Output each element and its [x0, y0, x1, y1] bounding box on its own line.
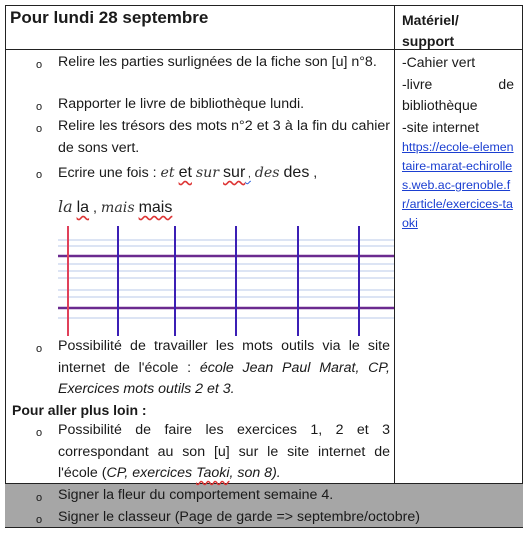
material-item: -site internet [402, 118, 480, 135]
cursive-word: la [58, 197, 73, 216]
page-title: Pour lundi 28 septembre [10, 8, 209, 27]
cursive-word: et [160, 165, 175, 181]
table-border-top [5, 5, 523, 6]
further-task-text: Possibilité de faire les exercices 1, 2 et 3 correspondant au son [u] sur le site internet de l'école (CP, exercices Taoki, son 8). [58, 422, 390, 481]
writing-prefix: Ecrire une fois : [58, 165, 157, 181]
print-word: et [178, 164, 192, 181]
ruling-light-lines [58, 240, 394, 318]
task-text: Relire les trésors des mots n°2 et 3 à la fin du cahier de sons vert. [58, 118, 390, 156]
bullet: o [36, 343, 43, 355]
material-item: bibliothèque [402, 97, 478, 113]
website-task-text: Possibilité de travailler les mots outils via le site internet de l'école : école Jean Paul Marat, CP, Exercices mots outils 2 et 3. [58, 338, 390, 397]
bullet: o [36, 427, 43, 439]
cursive-word: mais [100, 200, 135, 216]
material-header-line1: Matériel/ [402, 12, 459, 28]
bullet: o [36, 492, 43, 504]
materials-list [402, 52, 514, 233]
bullet: o [36, 59, 43, 71]
print-word: sur [223, 164, 246, 181]
writing-lines-grid [58, 226, 394, 336]
print-word: la [76, 199, 90, 216]
footer-text: Signer le classeur (Page de garde => septembre/octobre) [58, 509, 420, 525]
column-divider [394, 5, 395, 483]
task-text: Relire les parties surlignées de la fiche son [u] n°8. [58, 54, 377, 70]
bullet: o [36, 101, 43, 113]
material-header [402, 10, 459, 52]
footer-text: Signer la fleur du comportement semaine 4. [58, 487, 334, 503]
cursive-word: des [254, 165, 280, 181]
task-item [12, 52, 390, 96]
table-border-left [5, 5, 6, 527]
bullet: o [36, 169, 43, 181]
material-header-line2: support [402, 33, 455, 49]
print-word: mais [138, 199, 173, 216]
print-word: des [283, 164, 310, 181]
further-heading: Pour aller plus loin : [12, 402, 147, 418]
website-link[interactable]: https://ecole-elementaire-marat-echirolles.web.ac-grenoble.fr/article/exercices-taoki [402, 140, 514, 230]
table-border-right [522, 5, 523, 527]
cursive-word: sur [195, 165, 220, 181]
task-text: Rapporter le livre de bibliothèque lundi. [58, 96, 305, 112]
website-task-path: école Jean Paul Marat, CP, Exercices mots outils 2 et 3. [58, 359, 390, 397]
bullet: o [36, 123, 43, 135]
material-item: -Cahier vert [402, 54, 476, 70]
ruling-vertical-lines [118, 226, 359, 336]
bullet: o [36, 514, 43, 526]
material-item: -livre de [402, 75, 514, 92]
writing-line-1: Ecrire une fois : et et sur sur , des des , [58, 164, 318, 181]
